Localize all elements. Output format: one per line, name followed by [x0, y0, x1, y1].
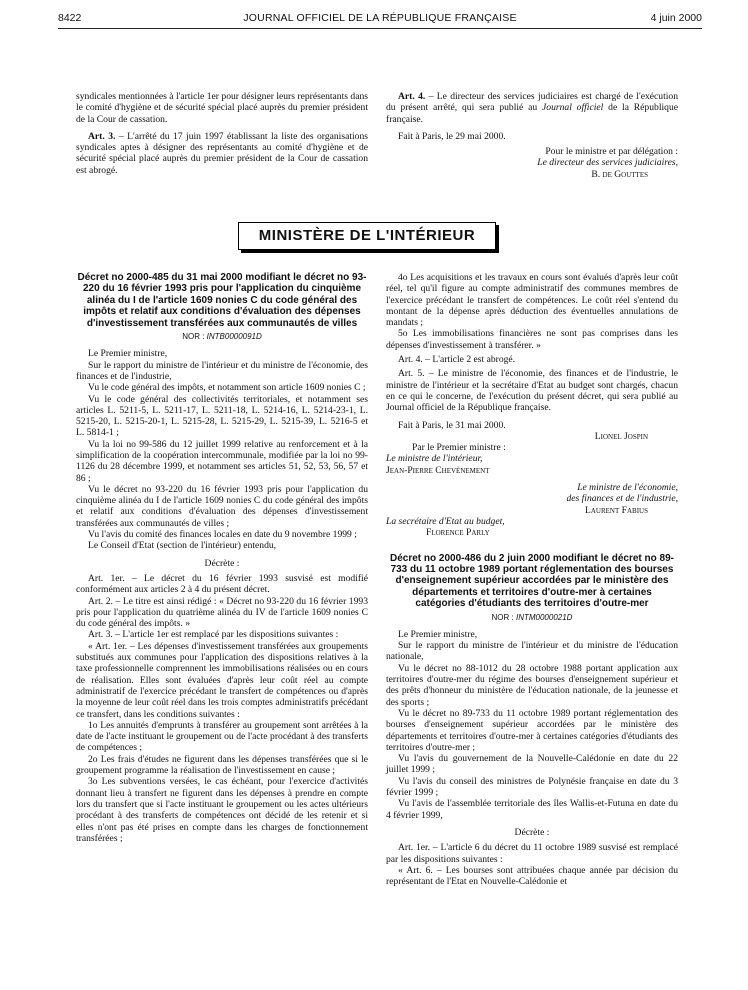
visa: Sur le rapport du ministre de l'intérieur et du ministre de l'économie, des finances et de l'industrie,	[76, 359, 368, 382]
visa: Le Conseil d'Etat (section de l'intérieur) entendu,	[88, 540, 277, 552]
ministry-heading: MINISTÈRE DE L'INTÉRIEUR	[238, 222, 496, 250]
signer-name: Lionel Jospin	[594, 430, 648, 442]
decree1-title: Décret no 2000-485 du 31 mai 2000 modifiant le décret no 93-220 du 16 février 1993 pris pour l'application du cinquième alinéa du I de l'article 1609 nonies C du code général des impôts et relatif aux conditions d'évaluation des dépenses d'investissement transférées aux communautés de villes	[77, 272, 367, 329]
list-item: 5o Les immobilisations financières ne sont pas comprises dans les dépenses d'investissement à transférer. »	[386, 328, 678, 351]
visa: Vu le décret no 89-733 du 11 octobre 1989 portant réglementation des bourses d'enseignement supérieur accordées par le ministère des départements et territoires d'outre-mer à certaines catégories d'étudiants des territoires d'outre-mer ;	[386, 707, 678, 753]
signer-name: Jean-Pierre Chevènement	[386, 464, 490, 476]
quoted-article: « Art. 1er. – Les dépenses d'investissement transférées aux groupements substitués aux communes pour l'application des dispositions relatives à la taxe professionnelle comprennent les immobilisations réalisées ou en cours de réalisation. Elles sont évaluées d'après leur coût réel au compte administratif de l'exercice précédant le transfert de compétences ou d'après la moyenne de leur coût réel dans les trois comptes administratifs précédant ce transfert, dans les conditions suivantes :	[76, 640, 368, 720]
visa: Vu l'avis du gouvernement de la Nouvelle-Calédonie en date du 22 juillet 1999 ;	[386, 753, 678, 776]
article-4: Art. 4. – Le directeur des services judiciaires est chargé de l'exécution du présent arrêté, qui sera publié au Journal officiel de la République française.	[386, 91, 678, 125]
issue-date: 4 juin 2000	[650, 12, 702, 24]
signer-title: La secrétaire d'Etat au budget,	[386, 515, 505, 527]
signer-name: B. de Gouttes	[591, 168, 648, 180]
decrete: Décrète :	[204, 557, 240, 569]
signer-title: Le ministre de l'intérieur,	[386, 453, 483, 465]
decree1-nor: NOR : INTB0000091D	[182, 332, 262, 342]
signer-title: des finances et de l'industrie,	[566, 493, 678, 505]
list-item: 2o Les frais d'études ne figurent dans les dépenses transférées que si le groupement programme la réalisation de l'investissement en cause ;	[76, 753, 368, 777]
premier-ministre: Le Premier ministre,	[88, 348, 168, 360]
fait-a-paris: Fait à Paris, le 29 mai 2000.	[398, 130, 506, 142]
paragraph: syndicales mentionnées à l'article 1er pour désigner leurs représentants dans le comité d'hygiène et de sécurité spécial placé auprès du premier président de la Cour de cassation.	[76, 91, 368, 125]
article-5: Art. 5. – Le ministre de l'économie, des finances et de l'industrie, le ministre de l'intérieur et la secrétaire d'Etat au budget sont chargés, chacun en ce qui le concerne, de l'exécution du présent décret, qui sera publié au Journal officiel de la République française.	[386, 368, 678, 414]
list-item: 3o Les subventions versées, le cas échéant, pour l'exercice d'activités donnant lieu à transfert ne figurent dans les dépenses à prendre en compte lors du transfert que si l'acte instituant le groupement ou les actes ultérieurs procédant à des transferts de compétences ont décidé de les retenir et si elles n'ont pas été prises en compte dans les charges de fonctionnement transférées ;	[76, 776, 368, 844]
top-right-column	[386, 91, 678, 180]
visa: Vu le code général des collectivités territoriales, et notamment ses articles L. 5211-5, L. 5211-17, L. 5211-18, L. 5214-16, L. 5214-23-1, L. 5215-20, L. 5215-20-1, L. 5215-28, L. 5215-29, L. 5215-39, L. 5216-5 et L. 5814-1 ;	[76, 393, 368, 439]
visa: Sur le rapport du ministre de l'intérieur et du ministre de l'éducation nationale,	[386, 640, 678, 663]
decree1-column-right	[386, 272, 678, 887]
article-3: Art. 3. – L'arrêté du 17 juin 1997 établissant la liste des organisations syndicales aptes à désigner des représentants au comité d'hygiène et de sécurité spécial placé auprès du premier président de la Cour de cassation est abrogé.	[76, 130, 368, 176]
visa: Vu le décret no 93-220 du 16 février 1993 pris pour l'application du cinquième alinéa du I de l'article 1609 nonies C du code général des impôts et relatif aux conditions d'évaluation des dépenses d'investissement transférées aux communautés de villes ;	[76, 483, 368, 529]
article-1: Art. 1er. – L'article 6 du décret du 11 octobre 1989 susvisé est remplacé par les dispositions suivantes :	[386, 842, 678, 865]
visa: Vu l'avis de l'assemblée territoriale des îles Wallis-et-Futuna en date du 4 février 1999,	[386, 798, 678, 821]
decrete: Décrète :	[514, 826, 550, 838]
page-header	[58, 10, 702, 26]
par-premier-ministre: Par le Premier ministre :	[412, 442, 506, 454]
visa: Vu la loi no 99-586 du 12 juillet 1999 relative au renforcement et à la simplification de la coopération intercommunale, modifiée par la loi no 99-1126 du 28 décembre 1999, et notamment ses articles 51, 52, 53, 56, 57 et 86 ;	[76, 438, 368, 484]
visa: Vu le code général des impôts, et notamment son article 1609 nonies C ;	[88, 382, 366, 394]
signer-name: Florence Parly	[426, 527, 490, 539]
decree2-title: Décret no 2000-486 du 2 juin 2000 modifiant le décret no 89-733 du 11 octobre 1989 portant réglementation des bourses d'enseignement supérieur accordées par le ministère des départements et territoires d'outre-mer à certaines catégories d'étudiants des territoires d'outre-mer	[390, 552, 674, 610]
signer-name: Laurent Fabius	[585, 504, 648, 516]
premier-ministre: Le Premier ministre,	[398, 628, 478, 640]
header-rule	[58, 28, 702, 29]
article-2: Art. 2. – Le titre est ainsi rédigé : « Décret no 93-220 du 16 février 1993 pris pour l'application du quatrième alinéa du IV de l'article 1609 nonies C du code général des impôts. »	[76, 595, 368, 630]
article-4: Art. 4. – L'article 2 est abrogé.	[398, 354, 516, 366]
top-left-column	[76, 91, 368, 176]
journal-title: JOURNAL OFFICIEL DE LA RÉPUBLIQUE FRANÇAISE	[243, 12, 517, 24]
list-item: 1o Les annuités d'emprunts à transférer au groupement sont arrêtées à la date de l'acte instituant le groupement ou de l'acte procédant à des transferts de compétences ;	[76, 719, 368, 754]
visa: Vu l'avis du conseil des ministres de Polynésie française en date du 3 février 1999 ;	[386, 775, 678, 799]
signer-title: Le ministre de l'économie,	[577, 482, 678, 494]
signer-title: Le directeur des services judiciaires,	[537, 157, 678, 169]
fait-a-paris: Fait à Paris, le 31 mai 2000.	[398, 419, 506, 431]
article-1: Art. 1er. – Le décret du 16 février 1993 susvisé est modifié conformément aux articles 2 à 4 du présent décret.	[76, 572, 368, 596]
decree2-nor: NOR : INTM0000021D	[491, 612, 573, 622]
visa: Vu le décret no 88-1012 du 28 octobre 1988 portant application aux territoires d'outre-mer du régime des bourses d'enseignement supérieur et des prêts d'honneur du ministère de l'éducation nationale, de la jeunesse et des sports ;	[386, 662, 678, 708]
article-3: Art. 3. – L'article 1er est remplacé par les dispositions suivantes :	[88, 629, 339, 641]
delegation-line: Pour le ministre et par délégation :	[545, 146, 678, 158]
visa: Vu l'avis du comité des finances locales en date du 9 novembre 1999 ;	[88, 529, 357, 541]
quoted-article: « Art. 6. – Les bourses sont attribuées chaque année par décision du représentant de l'Etat en Nouvelle-Calédonie et	[386, 864, 678, 888]
decree1-column-left	[76, 272, 368, 844]
page-number: 8422	[58, 12, 82, 24]
list-item: 4o Les acquisitions et les travaux en cours sont évalués d'après leur coût réel, tel qu'il figure au compte administratif des communes membres de l'exercice précédant le transfert de compétences. Le coût réel s'entend du montant de la dépense après déduction des éventuelles annulations de mandats ;	[386, 272, 678, 329]
